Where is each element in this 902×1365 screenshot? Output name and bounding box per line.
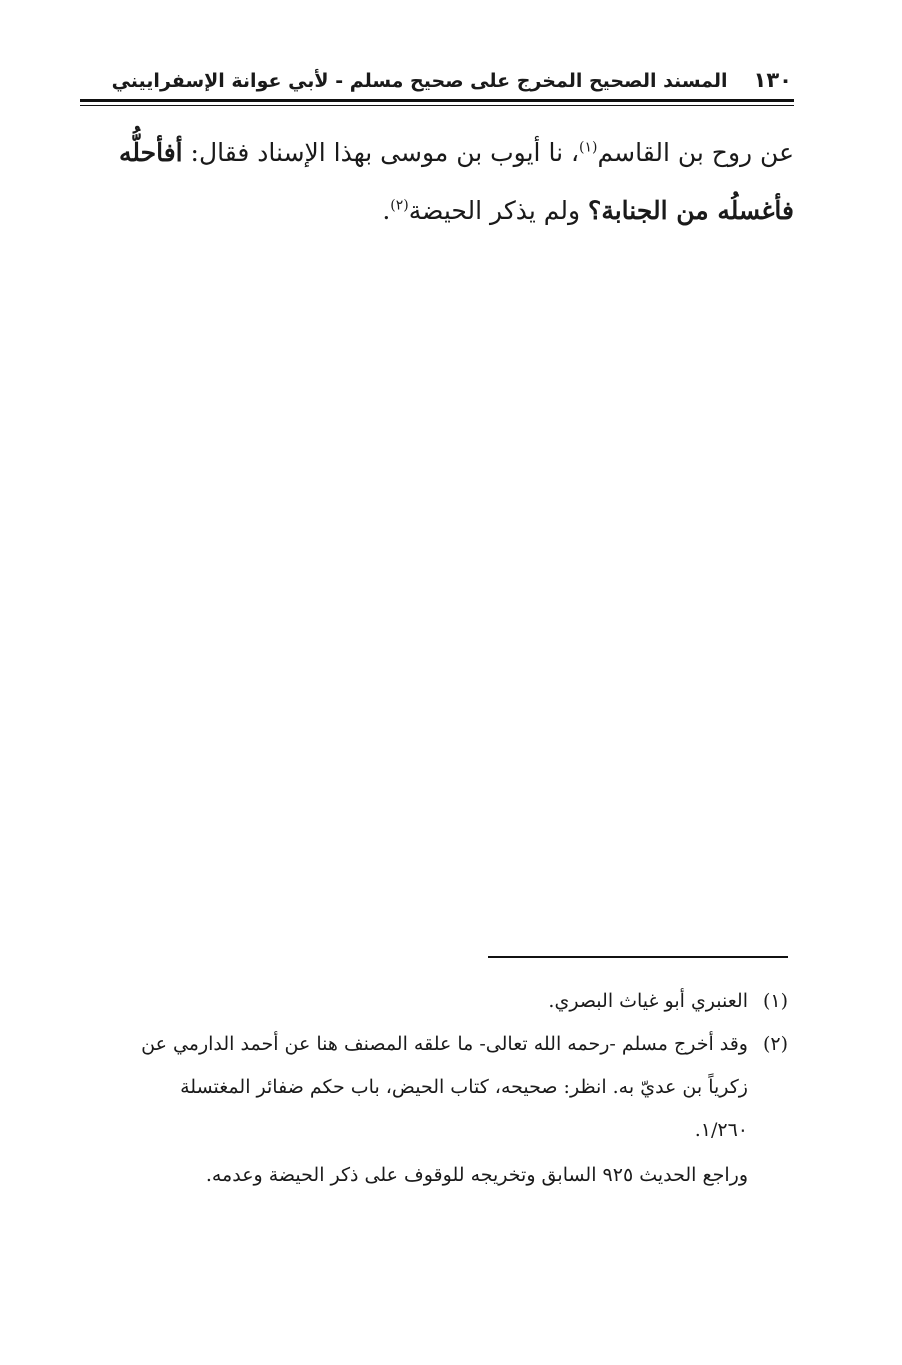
footnote-text (78, 1023, 748, 1152)
main-text (80, 124, 794, 240)
body-text-segment: ، نا أيوب بن موسى بهذا الإسناد فقال: (182, 138, 580, 167)
footnotes (78, 980, 788, 1197)
footnote-line: ١/٢٦٠. (694, 1119, 748, 1141)
bold-phrase: فأغسلُه من الجنابة؟ (588, 196, 794, 225)
footnote-ref-1: (١) (579, 139, 598, 156)
bold-phrase: أفأحلُّه (118, 138, 183, 167)
footnote-2 (78, 1023, 788, 1152)
footnote-continuation: وراجع الحديث ٩٢٥ السابق وتخريجه للوقوف على ذكر الحيضة وعدمه. (205, 1164, 748, 1186)
footnote-line: زكرياً بن عديّ به. انظر: صحيحه، كتاب الحيض، باب حكم ضفائر المغتسلة (180, 1076, 748, 1098)
footnote-number: (٢) (762, 1033, 788, 1055)
footnote-line: وقد أخرج مسلم -رحمه الله تعالى- ما علقه المصنف هنا عن أحمد الدارمي عن (141, 1033, 748, 1055)
body-text-segment: عن روح بن القاسم (597, 138, 794, 167)
footnote-number: (١) (762, 990, 788, 1012)
header-rule-thin (80, 105, 794, 106)
running-title: المسند الصحيح المخرج على صحيح مسلم - لأبي عوانة الإسفراييني (111, 70, 728, 92)
page-number: ١٣٠ (753, 68, 792, 92)
footnote-text: العنبري أبو غياث البصري. (548, 990, 748, 1012)
footnote-ref-2: (٢) (390, 197, 409, 214)
footnote-separator (488, 956, 788, 958)
body-text-segment: . (382, 196, 391, 225)
header-rule-thick (80, 99, 794, 102)
footnote-1 (78, 980, 788, 1023)
body-text-segment: ولم يذكر الحيضة (408, 196, 589, 225)
